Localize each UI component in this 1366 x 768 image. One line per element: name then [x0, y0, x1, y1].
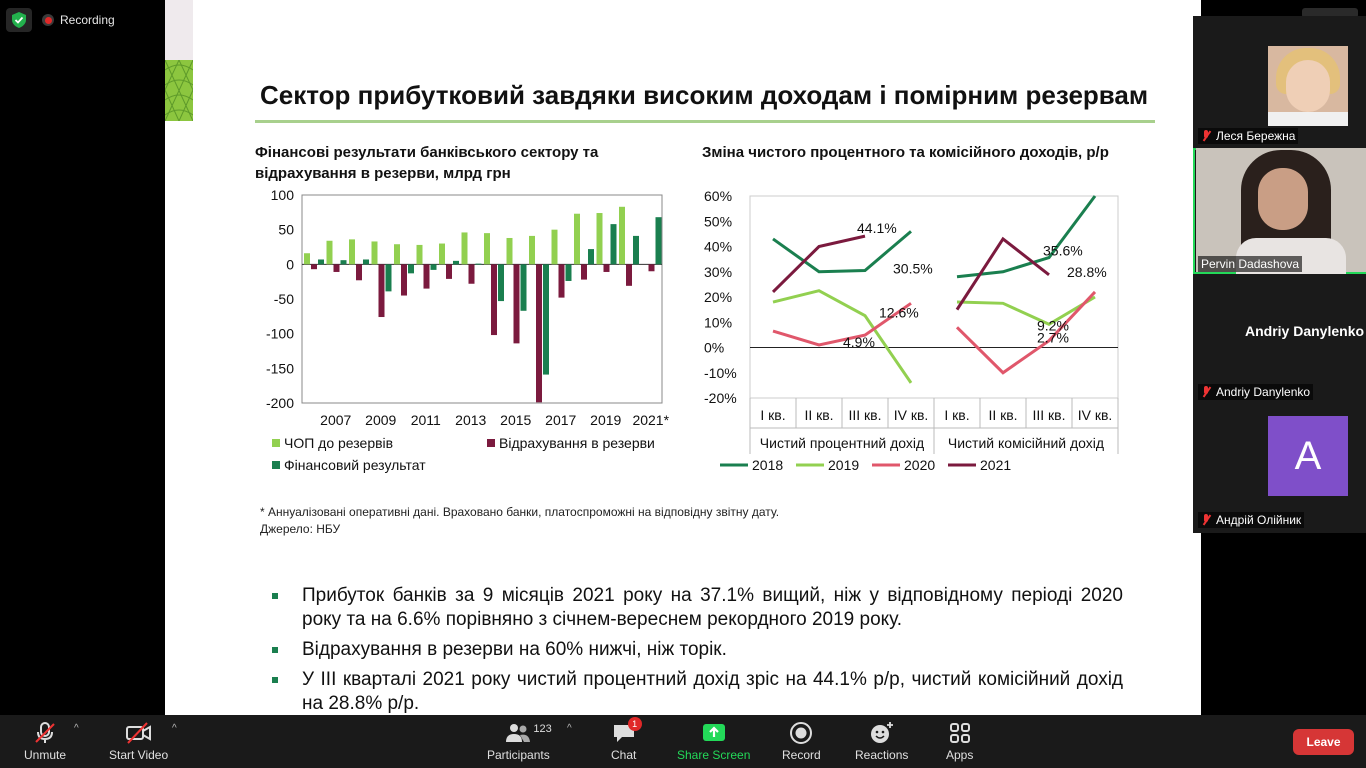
bar-Фінансовий результат — [633, 236, 639, 264]
slide-title: Сектор прибутковий завдяки високим доходам і помірним резервам — [260, 80, 1149, 110]
x-tick-label: 2011 — [410, 412, 441, 428]
bar-ЧОП до резервів — [394, 244, 400, 264]
mic-muted-icon — [1201, 130, 1211, 142]
legend-label: Відрахування в резерви — [499, 435, 655, 451]
apps-icon — [949, 721, 971, 745]
source-text: Джерело: НБУ — [260, 522, 341, 536]
legend-label: Фінансовий результат — [284, 457, 426, 473]
share-screen-button[interactable] — [677, 721, 750, 762]
bar-Фінансовий результат — [363, 259, 369, 264]
bar-Фінансовий результат — [566, 264, 572, 281]
y-tick-label: 50% — [704, 213, 733, 230]
y-tick-label: 30% — [704, 263, 733, 280]
y-tick-label: 40% — [704, 238, 733, 255]
x-tick-label: 2015 — [500, 412, 532, 428]
bar-Фінансовий результат — [453, 261, 459, 264]
unmute-button[interactable] — [24, 721, 66, 762]
bar-ЧОП до резервів — [349, 239, 355, 264]
bar-ЧОП до резервів — [484, 233, 490, 264]
bar-Відрахування в резерви — [356, 264, 362, 280]
bar-Фінансовий результат — [408, 264, 414, 273]
chat-button[interactable] — [611, 721, 636, 762]
recording-dot-icon — [42, 14, 54, 26]
y-tick-label: -20% — [704, 390, 737, 406]
bar-ЧОП до резервів — [619, 207, 625, 265]
slide-footnote — [260, 504, 779, 538]
x-tick-label: 2019 — [590, 412, 622, 428]
leave-button[interactable]: Leave — [1293, 729, 1354, 755]
recording-indicator[interactable] — [42, 13, 115, 27]
bar-Відрахування в резерви — [649, 264, 655, 271]
video-off-icon — [125, 721, 153, 745]
x-tick-label: 2013 — [455, 412, 487, 428]
recording-label: Recording — [60, 13, 115, 27]
y-tick-label: 20% — [704, 289, 733, 305]
income-change-line-chart — [700, 185, 1130, 490]
participant-name-tag — [1198, 384, 1313, 400]
participant-video — [1196, 148, 1366, 272]
bar-ЧОП до резервів — [529, 236, 535, 264]
y-tick-label: -100 — [265, 325, 294, 342]
participant-name: Andriy Danylenko — [1216, 385, 1311, 399]
data-label: 4.9% — [843, 334, 875, 351]
participant-name-tag — [1198, 256, 1302, 272]
mic-muted-icon — [1201, 514, 1211, 526]
y-tick-label: 0% — [704, 339, 725, 356]
apps-button[interactable] — [946, 721, 973, 762]
left-chart-title-line-2: відрахування в резерви, млрд грн — [255, 165, 511, 182]
bar-ЧОП до резервів — [372, 241, 378, 264]
participant-photo — [1268, 46, 1348, 126]
participant-name-tag — [1198, 512, 1304, 528]
shared-slide — [165, 0, 1201, 715]
record-label: Record — [782, 748, 821, 762]
bar-Відрахування в резерви — [514, 264, 520, 343]
plot-frame — [750, 196, 1118, 398]
data-label: 9.2% — [1037, 317, 1069, 334]
x-tick-label: I кв. — [760, 407, 786, 423]
y-tick-label: 0 — [286, 256, 294, 273]
bar-Фінансовий результат — [656, 217, 662, 264]
bar-Відрахування в резерви — [446, 264, 452, 279]
meeting-status — [6, 8, 115, 32]
slide-pattern-decoration — [165, 60, 193, 121]
x-tick-label: II кв. — [988, 407, 1018, 423]
bullet-item: Відрахування в резерви на 60% нижчі, ніж торік. — [270, 638, 1123, 662]
bar-Фінансовий результат — [341, 260, 347, 264]
security-shield-icon[interactable] — [6, 8, 32, 32]
bar-Фінансовий результат — [521, 264, 527, 310]
bar-ЧОП до резервів — [304, 253, 310, 264]
legend-label: 2020 — [904, 457, 936, 473]
start-video-label: Start Video — [109, 748, 169, 762]
x-tick-label: III кв. — [1032, 407, 1066, 423]
bar-Фінансовий результат — [588, 249, 594, 264]
reactions-label: Reactions — [855, 748, 909, 762]
record-button[interactable] — [782, 721, 821, 762]
financial-results-bar-chart — [250, 185, 680, 490]
bar-Фінансовий результат — [386, 264, 392, 291]
share-screen-label: Share Screen — [677, 748, 751, 762]
bar-ЧОП до резервів — [439, 244, 445, 265]
participant-tile[interactable] — [1193, 20, 1366, 146]
microphone-muted-icon — [33, 721, 57, 745]
x-tick-label: 2007 — [320, 412, 352, 428]
data-label: 30.5% — [893, 260, 933, 277]
bar-Фінансовий результат — [476, 264, 482, 265]
x-tick-label: 2021* — [632, 412, 670, 428]
legend-label: 2018 — [752, 457, 784, 473]
chat-label: Chat — [611, 748, 637, 762]
data-label: 28.8% — [1067, 263, 1107, 280]
unmute-label: Unmute — [24, 748, 67, 762]
footnote-text: * Аннуалізовані оперативні дані. Враховано банки, платоспроможні на відповідну звітну дату. — [260, 505, 780, 519]
bar-Відрахування в резерви — [559, 264, 565, 297]
data-label: 12.6% — [879, 304, 919, 321]
y-tick-label: -10% — [704, 364, 737, 381]
y-tick-label: -200 — [265, 395, 294, 411]
left-chart-title-line-1: Фінансові результати банківського сектору та — [255, 144, 599, 161]
bar-Відрахування в резерви — [581, 264, 587, 279]
meeting-toolbar — [0, 715, 1366, 768]
video-options-chevron-icon[interactable]: ^ — [172, 723, 177, 734]
chat-bubble-icon — [612, 721, 636, 745]
legend-swatch — [272, 461, 280, 469]
y-tick-label: 10% — [704, 314, 733, 331]
participants-button[interactable] — [487, 721, 550, 762]
line-2019 — [957, 297, 1095, 324]
participant-tile[interactable] — [1193, 276, 1366, 402]
bullet-item: Прибуток банків за 9 місяців 2021 року на 37.1% вищий, ніж у відповідному періоді 2020 року та на 6.6% порівняно з січнем-вереснем рекордного 2019 року. — [270, 584, 1123, 632]
bar-Відрахування в резерви — [311, 264, 317, 269]
bar-Відрахування в резерви — [491, 264, 497, 335]
line-2021 — [773, 236, 865, 292]
bar-Фінансовий результат — [498, 264, 504, 301]
audio-options-chevron-icon[interactable]: ^ — [74, 723, 79, 734]
y-tick-label: 100 — [270, 187, 294, 203]
data-label: 44.1% — [857, 220, 897, 237]
legend-swatch — [272, 439, 280, 447]
bar-Фінансовий результат — [543, 264, 549, 374]
avatar: A — [1268, 416, 1348, 496]
participant-name: Андрій Олійник — [1216, 513, 1302, 527]
bar-Фінансовий результат — [318, 259, 324, 264]
x-tick-label: III кв. — [848, 407, 882, 423]
smiley-plus-icon — [869, 721, 895, 745]
legend-swatch — [487, 439, 495, 447]
line-2018 — [773, 231, 911, 271]
bar-ЧОП до резервів — [552, 230, 558, 265]
bar-Відрахування в резерви — [424, 264, 430, 288]
x-tick-label: IV кв. — [893, 407, 929, 423]
data-label: 35.6% — [1043, 242, 1083, 259]
participant-name-tag — [1198, 128, 1298, 144]
bullet-item: У III кварталі 2021 року чистий процентний дохід зріс на 44.1% р/р, чистий комісійний дохід на 28.8% р/р. — [270, 668, 1123, 715]
participants-options-chevron-icon[interactable]: ^ — [567, 723, 572, 734]
x-tick-label: 2009 — [365, 412, 397, 428]
participants-icon — [505, 721, 552, 745]
participant-name: Pervin Dadashova — [1201, 257, 1300, 271]
chat-unread-badge: 1 — [628, 717, 642, 731]
participant-name: Леся Бережна — [1216, 129, 1296, 143]
bar-Відрахування в резерви — [334, 264, 340, 272]
y-tick-label: -50 — [273, 291, 294, 307]
bar-ЧОП до резервів — [507, 238, 513, 264]
data-label: 2.7% — [1037, 329, 1069, 346]
start-video-button[interactable] — [109, 721, 168, 762]
group-label: Чистий процентний дохід — [759, 435, 925, 451]
bar-Відрахування в резерви — [626, 264, 632, 285]
bar-Фінансовий результат — [431, 264, 437, 270]
bar-Відрахування в резерви — [379, 264, 385, 317]
record-icon — [789, 721, 813, 745]
bar-Відрахування в резерви — [536, 264, 542, 402]
reactions-button[interactable] — [855, 721, 908, 762]
participant-display-name: Andriy Danylenko — [1245, 323, 1365, 339]
participants-count: 123 — [533, 723, 552, 735]
bar-Відрахування в резерви — [469, 264, 475, 283]
slide-edge-strip — [165, 0, 193, 60]
bar-Фінансовий результат — [611, 224, 617, 264]
bar-ЧОП до резервів — [597, 213, 603, 264]
y-tick-label: 60% — [704, 188, 733, 204]
x-tick-label: 2017 — [545, 412, 577, 428]
share-screen-icon — [702, 721, 726, 745]
bar-ЧОП до резервів — [417, 245, 423, 264]
x-tick-label: I кв. — [944, 407, 970, 423]
y-tick-label: 50 — [278, 221, 294, 238]
left-chart-title — [255, 142, 598, 184]
bar-ЧОП до резервів — [462, 232, 468, 264]
legend-label: 2019 — [828, 457, 860, 473]
mic-muted-icon — [1201, 386, 1211, 398]
apps-label: Apps — [946, 748, 974, 762]
bar-ЧОП до резервів — [574, 214, 580, 265]
participant-tile-active-speaker[interactable] — [1193, 148, 1366, 274]
x-tick-label: II кв. — [804, 407, 834, 423]
bullet-list — [270, 584, 1123, 715]
legend-label: ЧОП до резервів — [284, 435, 394, 451]
title-underline — [255, 120, 1155, 123]
legend-label: 2021 — [980, 457, 1012, 473]
right-chart-title: Зміна чистого процентного та комісійного доходів, р/р — [702, 144, 1109, 161]
participants-label: Participants — [487, 748, 550, 762]
x-tick-label: IV кв. — [1077, 407, 1113, 423]
bar-ЧОП до резервів — [327, 241, 333, 265]
bar-Відрахування в резерви — [401, 264, 407, 295]
group-label: Чистий комісійний дохід — [947, 435, 1105, 451]
participant-tile[interactable] — [1193, 404, 1366, 530]
bar-Відрахування в резерви — [604, 264, 610, 272]
y-tick-label: -150 — [265, 360, 294, 377]
plot-frame — [302, 195, 662, 403]
